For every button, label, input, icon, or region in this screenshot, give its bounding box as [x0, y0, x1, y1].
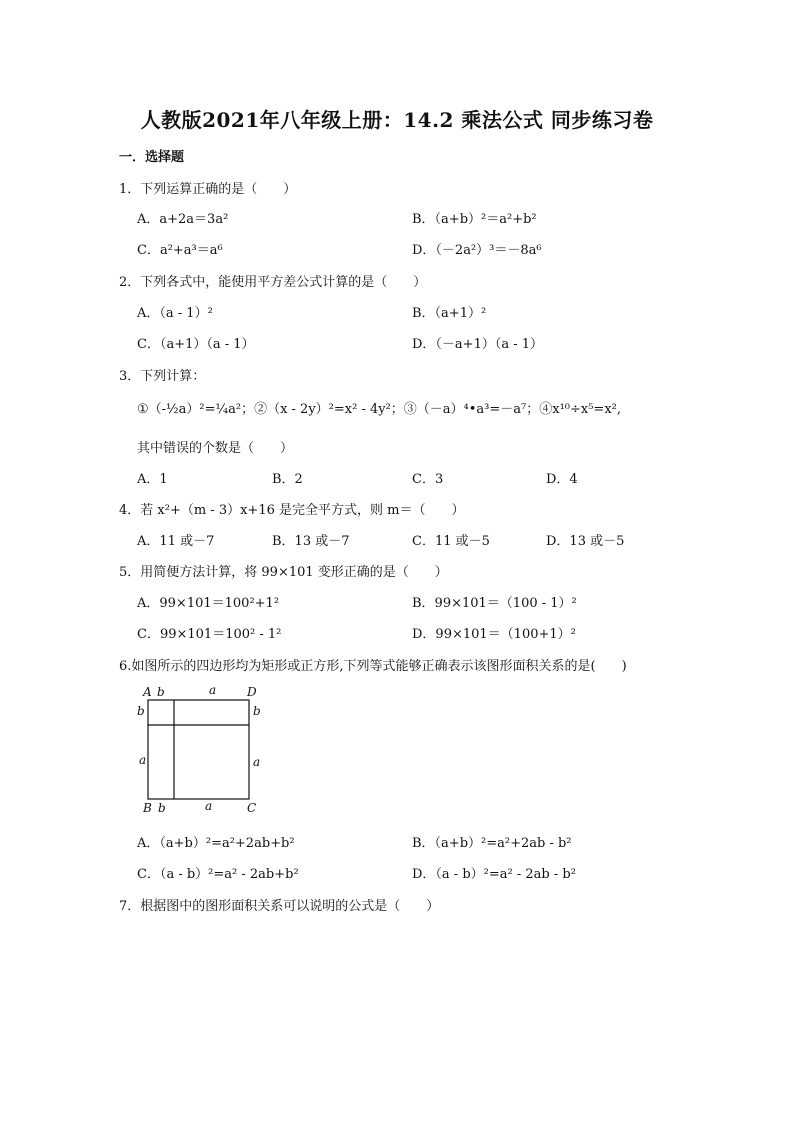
corner-label-c: C	[247, 801, 257, 815]
question-3-option-c: C．3	[412, 472, 444, 487]
question-2-option-b: B．（a+1）²	[412, 306, 487, 321]
question-3-stem: 3．下列计算：	[119, 369, 206, 384]
outer-square	[148, 700, 249, 799]
corner-label-b: B	[143, 801, 152, 815]
question-4-option-a: A．11 或－7	[137, 534, 215, 549]
question-6-option-c: C．（a - b）²=a² - 2ab+b²	[137, 867, 299, 882]
question-3-stem-continued: 其中错误的个数是（ ）	[137, 441, 294, 456]
left-label-a: a	[139, 753, 147, 767]
right-label-b: b	[253, 704, 261, 718]
question-1-stem: 1．下列运算正确的是（ ）	[119, 182, 297, 197]
question-6-option-b: B．（a+b）²=a²+2ab - b²	[412, 836, 572, 851]
question-5-option-c: C．99×101＝100² - 1²	[137, 627, 282, 642]
bottom-label-b: b	[158, 801, 166, 815]
question-3-option-b: B．2	[272, 472, 303, 487]
square-diagram	[133, 683, 273, 818]
question-1-option-b: B．（a+b）²＝a²+b²	[412, 212, 537, 227]
question-1-option-d: D．（－2a²）³＝－8a⁶	[412, 243, 542, 258]
question-5-option-a: A．99×101＝100²+1²	[137, 596, 280, 611]
question-1-option-a: A．a+2a＝3a²	[137, 212, 229, 227]
corner-label-d: D	[247, 685, 257, 699]
question-4-option-b: B．13 或－7	[272, 534, 350, 549]
question-4-option-d: D．13 或－5	[546, 534, 625, 549]
question-2-option-c: C．（a+1）（a - 1）	[137, 337, 255, 352]
question-6-stem: 6.如图所示的四边形均为矩形或正方形,下列等式能够正确表示该图形面积关系的是( )	[119, 659, 627, 674]
question-2-option-a: A．（a - 1）²	[137, 306, 213, 321]
question-2-stem: 2．下列各式中，能使用平方差公式计算的是（ ）	[119, 275, 427, 290]
question-3-option-d: D．4	[546, 472, 578, 487]
corner-label-a: A	[143, 685, 152, 699]
question-4-stem: 4．若 x²+（m - 3）x+16 是完全平方式，则 m＝（ ）	[119, 503, 465, 518]
question-4-option-c: C．11 或－5	[412, 534, 490, 549]
question-6-option-a: A．（a+b）²=a²+2ab+b²	[137, 836, 295, 851]
top-label-a: a	[209, 683, 217, 697]
left-label-b: b	[137, 704, 145, 718]
question-2-option-d: D．（－a+1）（a - 1）	[412, 337, 544, 352]
page-title: 人教版2021年八年级上册：14.2 乘法公式 同步练习卷	[140, 108, 654, 132]
right-label-a: a	[253, 755, 261, 769]
top-label-b: b	[157, 685, 165, 699]
bottom-label-a: a	[205, 799, 213, 813]
question-5-option-d: D．99×101＝（100+1）²	[412, 627, 576, 642]
question-3-option-a: A．1	[137, 472, 168, 487]
question-6-option-d: D．（a - b）²=a² - 2ab - b²	[412, 867, 576, 882]
question-1-option-c: C．a²+a³＝a⁶	[137, 243, 223, 258]
question-7-stem: 7．根据图中的图形面积关系可以说明的公式是（ ）	[119, 899, 440, 914]
question-6-figure	[133, 683, 273, 818]
question-5-option-b: B．99×101＝（100 - 1）²	[412, 596, 577, 611]
question-3-formula: ①（-½a）²=¼a²；②（x - 2y）²=x² - 4y²；③（－a）⁴•a³=－a⁷；④x¹⁰÷x⁵=x²,	[137, 402, 622, 417]
section-heading: 一．选择题	[119, 150, 185, 165]
question-5-stem: 5．用简便方法计算，将 99×101 变形正确的是（ ）	[119, 565, 448, 580]
